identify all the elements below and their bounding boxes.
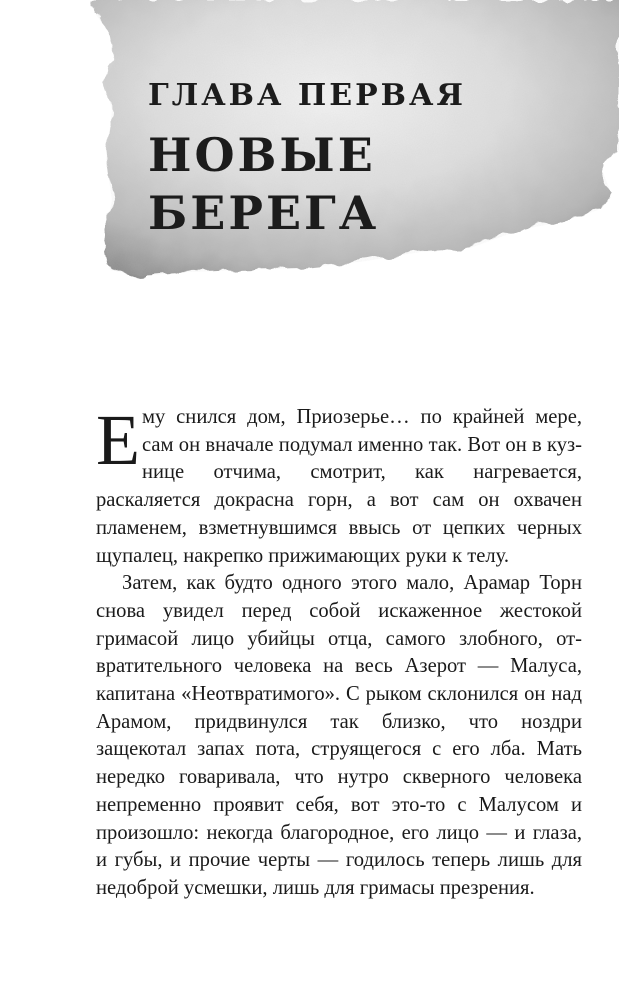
drop-cap-letter: Е: [96, 400, 140, 480]
paragraph-1-text: му снился дом, Приозерье… по крайней мере, сам он вначале подумал именно так. Вот он в кузнице отчима, смотрит, как нагревается, раскаляется докрасна горн, а вот сам он охвачен пламенем, взметнувшимся ввысь от цепких черных щупалец, накрепко прижимающих руки к телу.: [96, 406, 582, 567]
chapter-title: [148, 126, 388, 242]
chapter-banner: [0, 0, 619, 300]
chapter-title-line-1: НОВЫЕ: [148, 128, 376, 182]
chapter-title-line-2: БЕРЕГА: [148, 186, 380, 240]
chapter-body-text: [96, 400, 582, 903]
paragraph-1: [96, 400, 582, 570]
chapter-label: ГЛАВА ПЕРВАЯ: [148, 78, 466, 113]
paragraph-2: Затем, как будто одного этого мало, Арамар Торн снова увидел перед собой искаженное жестокой гримасой лицо убийцы отца, самого злобного, отвратительного человека на весь Азерот — Малуса, капитана «Неотвратимого». С рыком склонился он над Арамом, придвинулся так близко, что ноздри защекотал запах пота, струящегося с его лба. Мать нередко говаривала, что нутро скверного человека непременно проявит себя, вот это-то с Малусом и произошло: некогда благородное, его лицо — и глаза, и губы, и прочие черты — годилось теперь лишь для недоброй усмешки, лишь для гримасы презрения.: [96, 572, 582, 899]
